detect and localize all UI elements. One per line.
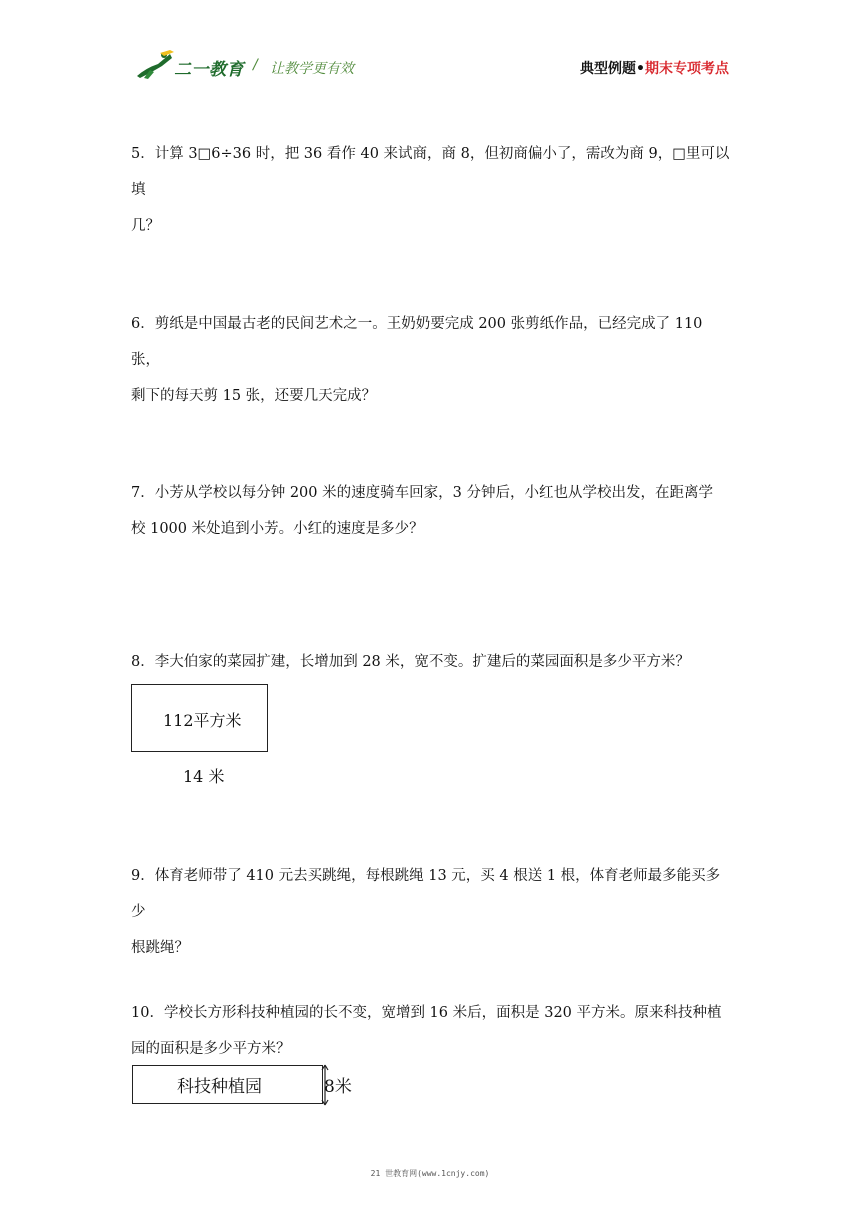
brand-name: 二一教育: [174, 60, 244, 80]
header-title: [580, 58, 729, 78]
question-5: [131, 136, 731, 244]
question-7: [131, 475, 731, 547]
question-text-line: 园的面积是多少平方米？: [131, 1041, 291, 1057]
length-label: 14 米: [183, 767, 225, 786]
area-label: 112平方米: [163, 711, 242, 730]
question-text-line: 校 1000 米处追到小芳。小红的速度是多少？: [131, 521, 424, 537]
question-text-line: 剩下的每天剪 15 张，还要几天完成？: [131, 388, 377, 404]
question-text-line: 5．计算 3□6÷36 时，把 36 看作 40 来试商，商 8，但初商偏小了，需改为商 9，□里可以填: [131, 146, 730, 198]
question-text-line: 7．小芳从学校以每分钟 200 米的速度骑车回家，3 分钟后，小红也从学校出发，在距离学: [131, 485, 713, 501]
question-text-line: 10．学校长方形科技种植园的长不变，宽增到 16 米后，面积是 320 平方米。原来科技种植: [131, 1005, 722, 1021]
question-text-line: 9．体育老师带了 410 元去买跳绳，每根跳绳 13 元，买 4 根送 1 根，体育老师最多能买多少: [131, 868, 721, 920]
running-figure-icon: [134, 50, 178, 80]
question-text-line: 8．李大伯家的菜园扩建，长增加到 28 米，宽不变。扩建后的菜园面积是多少平方米？: [131, 654, 690, 670]
garden-label: 科技种植园: [177, 1077, 262, 1097]
slogan: 让教学更有效: [270, 61, 354, 77]
question-text-line: 根跳绳？: [131, 940, 189, 956]
question-text-line: 6．剪纸是中国最古老的民间艺术之一。王奶奶要完成 200 张剪纸作品，已经完成了 110 张，: [131, 316, 703, 368]
slogan-separator: /: [253, 57, 258, 73]
question-8: [131, 644, 731, 680]
header-title-prefix: 典型例题•: [580, 61, 645, 77]
question-6: [131, 306, 731, 414]
question-text-line: 几？: [131, 218, 160, 234]
page-footer: 21 世教育网(www.1cnjy.com): [370, 1169, 490, 1178]
header-title-highlight: 期末专项考点: [645, 61, 729, 77]
question-9: [131, 858, 731, 966]
width-label: 8米: [324, 1077, 352, 1097]
question-10: [131, 995, 731, 1067]
page-header: [0, 0, 860, 90]
brand-logo: [134, 50, 244, 80]
